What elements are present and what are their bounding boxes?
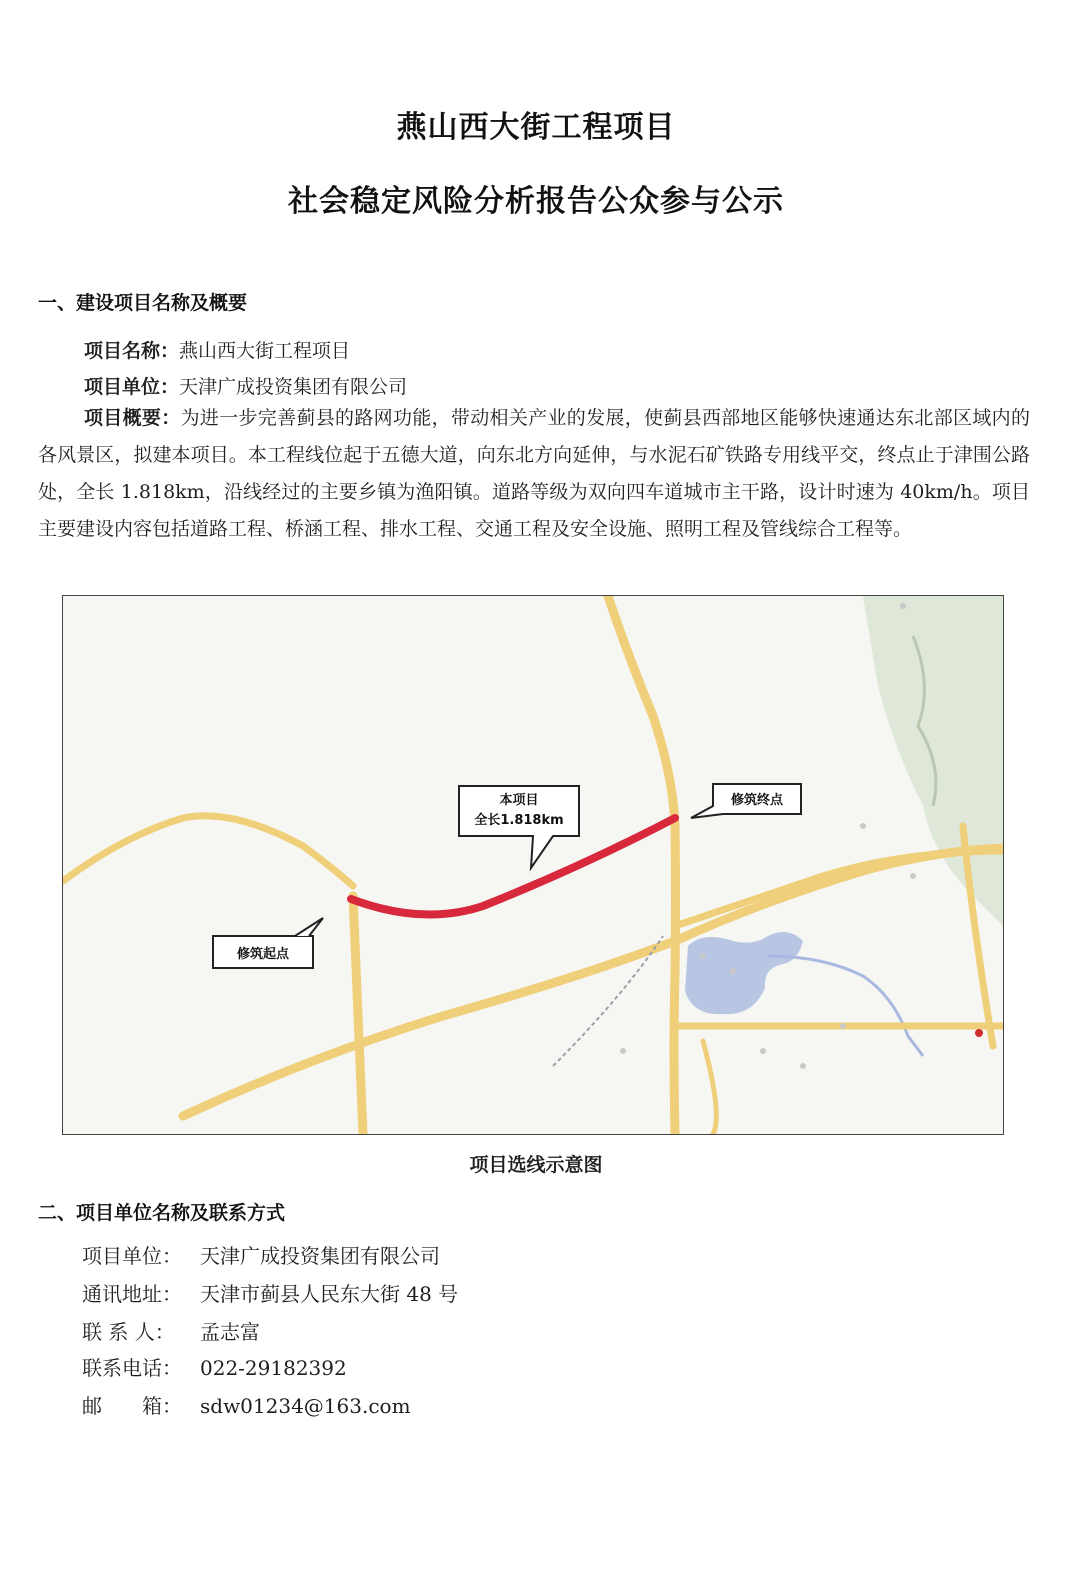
- contact-unit-value: 天津广成投资集团有限公司: [200, 1244, 440, 1268]
- contact-row-address: [82, 1278, 458, 1307]
- road-start-south: [353, 896, 363, 1134]
- project-overview-label: 项目概要：: [84, 407, 181, 429]
- river: [768, 956, 923, 1056]
- contact-email-label: 邮 箱：: [82, 1394, 182, 1418]
- contact-unit-label: 项目单位：: [82, 1244, 182, 1268]
- callout-project-name: 本项目: [499, 793, 539, 808]
- project-name-row: [84, 336, 350, 363]
- contact-row-email: [82, 1390, 411, 1419]
- project-overview-text: 为进一步完善蓟县的路网功能，带动相关产业的发展，使蓟县西部地区能够快速通达东北部区域内的各风景区，拟建本项目。本工程线位起于五德大道，向东北方向延伸，与水泥石矿铁路专用线平交，终点止于津围公路处，全长 1.818km，沿线经过的主要乡镇为渔阳镇。道路等级为双向四车道城市主干路，设计时速为 40km/h。项目主要建设内容包括道路工程、桥涵工程、排水工程、交通工程及安全设施、照明工程及管线综合工程等。: [38, 407, 1030, 540]
- contact-person-value: 孟志富: [200, 1320, 260, 1344]
- road-main-east-west: [183, 848, 1003, 1116]
- contact-address-label: 通讯地址：: [82, 1282, 182, 1306]
- lake: [685, 932, 803, 1014]
- route-map-graphic: [63, 596, 1003, 1134]
- project-unit-row: [84, 372, 407, 399]
- callout-start-label: 修筑起点: [236, 947, 290, 962]
- contact-row-phone: [82, 1352, 347, 1381]
- start-point-callout-tail: [295, 918, 323, 936]
- contact-person-label: 联 系 人：: [82, 1320, 175, 1344]
- document-subtitle: 社会稳定风险分析报告公众参与公示: [288, 184, 784, 219]
- section-1-heading: 一、建设项目名称及概要: [38, 292, 248, 314]
- project-overview: [38, 400, 1030, 548]
- callout-project-length: 全长1.818km: [474, 813, 564, 828]
- road-minor: [703, 1041, 716, 1134]
- project-name-label: 项目名称：: [84, 340, 180, 362]
- project-unit-label: 项目单位：: [84, 376, 180, 398]
- project-unit-value: 天津广成投资集团有限公司: [179, 376, 408, 398]
- road-north-south: [608, 596, 676, 1134]
- project-callout: [459, 786, 579, 868]
- callout-end-label: 修筑终点: [730, 793, 784, 808]
- end-point-callout: [691, 784, 801, 818]
- contact-row-person: [82, 1316, 260, 1345]
- contact-email-value: sdw01234@163.com: [200, 1394, 411, 1418]
- section-2-heading: 二、项目单位名称及联系方式: [38, 1202, 286, 1224]
- contact-phone-label: 联系电话：: [82, 1356, 182, 1380]
- contact-row-unit: [82, 1240, 440, 1269]
- map-red-marker: [975, 1029, 983, 1037]
- start-point-callout: [213, 918, 323, 968]
- contact-address-value: 天津市蓟县人民东大街 48 号: [200, 1282, 459, 1306]
- map-caption: 项目选线示意图: [469, 1154, 603, 1176]
- route-map: [62, 595, 1004, 1135]
- contact-phone-value: 022-29182392: [200, 1356, 347, 1380]
- document-title: 燕山西大街工程项目: [396, 110, 676, 145]
- road-west: [63, 816, 353, 886]
- project-name-value: 燕山西大街工程项目: [179, 340, 351, 362]
- map-place-markers: [620, 603, 916, 1069]
